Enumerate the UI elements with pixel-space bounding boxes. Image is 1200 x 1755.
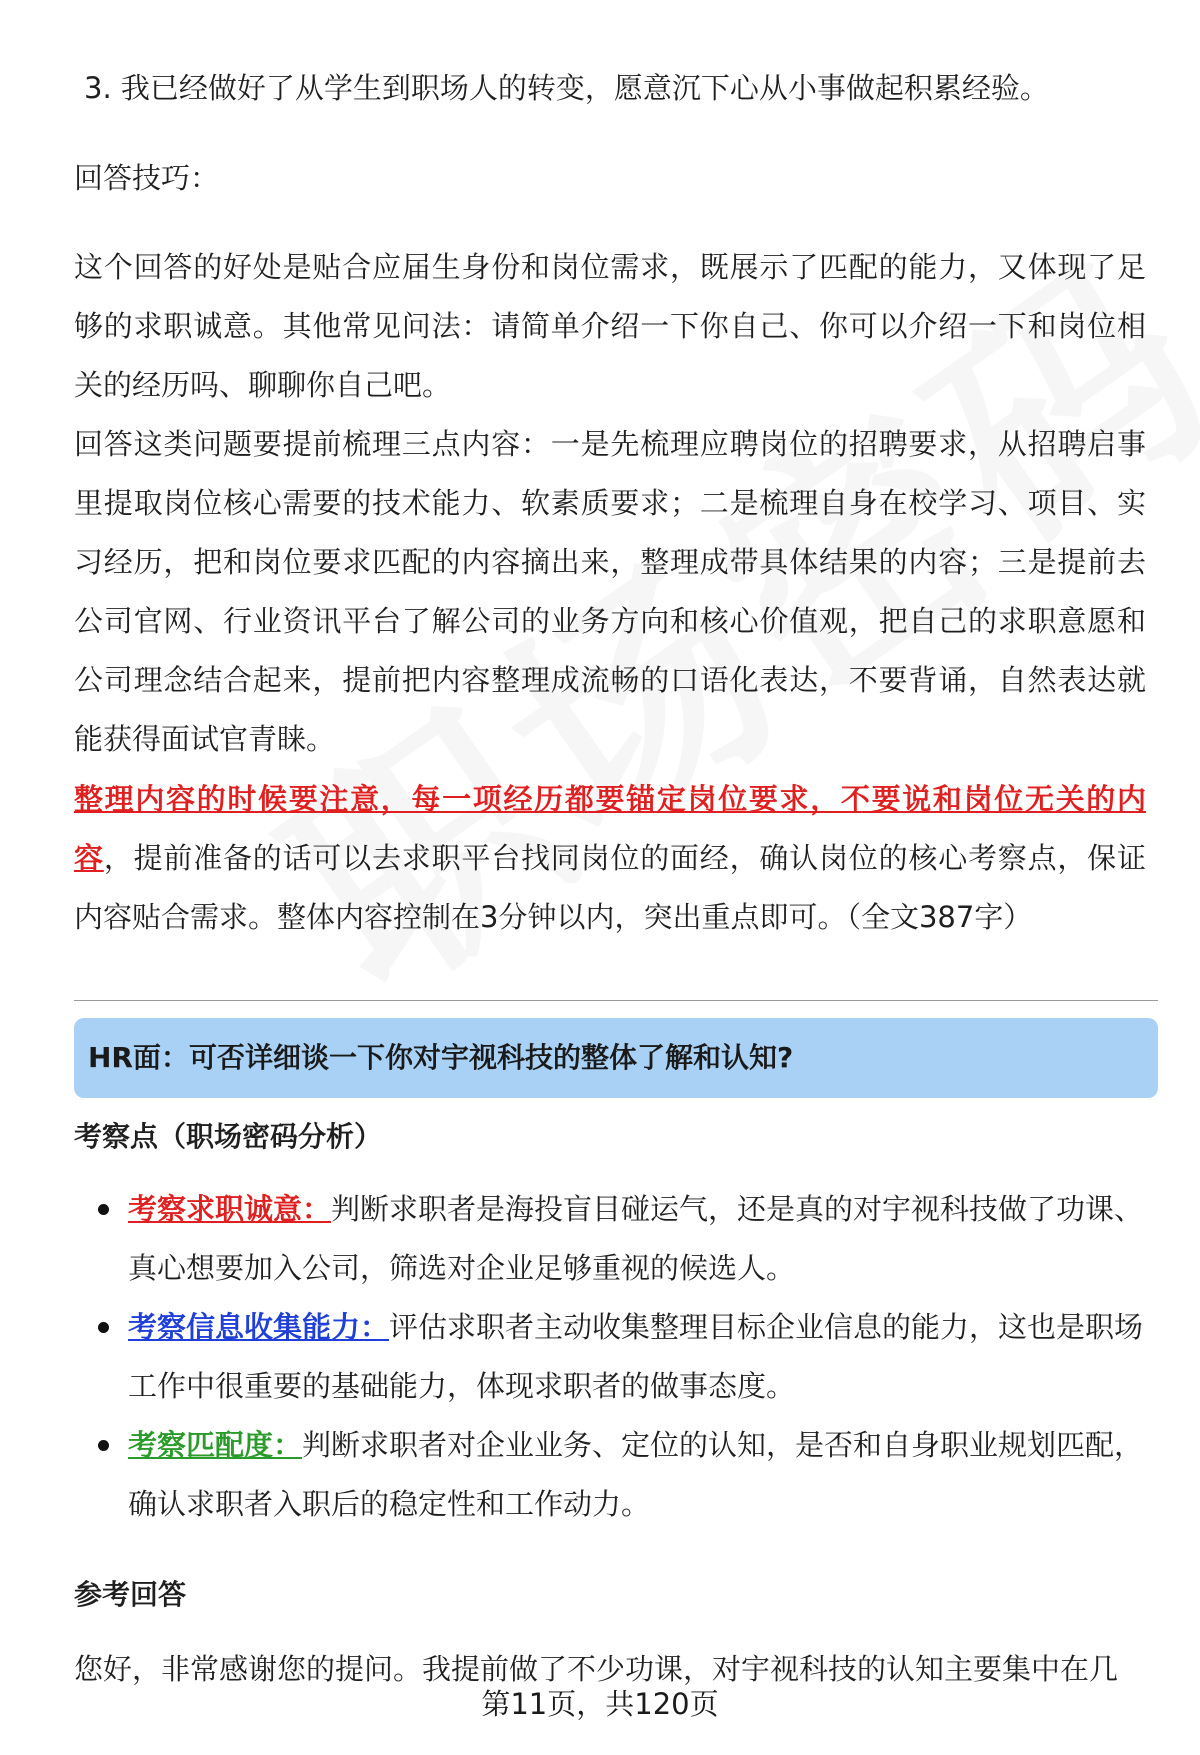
tips-label: 回答技巧： [74, 161, 220, 195]
bullet-keyword: 考察匹配度： [128, 1428, 303, 1462]
bullet-keyword: 考察信息收集能力： [128, 1310, 390, 1344]
bullet-item [74, 1416, 1158, 1534]
hr-question-box: HR面：可否详细谈一下你对宇视科技的整体了解和认知? [74, 1018, 1158, 1098]
bullet-item [74, 1298, 1158, 1416]
bullet-text: 判断求职者对企业业务、定位的认知，是否和自身职业规划匹配，确认求职者入职后的稳定性和工作动力。 [128, 1428, 1144, 1521]
bullet-dot-icon [98, 1322, 109, 1333]
list-item-3: 3. 我已经做好了从学生到职场人的转变，愿意沉下心从小事做起积累经验。 [84, 71, 1049, 105]
section-title-examine: 考察点（职场密码分析） [74, 1120, 383, 1153]
bullet-item [74, 1180, 1158, 1298]
page-footer: 第11页，共120页 [481, 1687, 719, 1721]
paragraph-note [74, 770, 1146, 947]
paragraph-note-rest: ，提前准备的话可以去求职平台找同岗位的面经，确认岗位的核心考察点，保证内容贴合需求。整体内容控制在3分钟以内，突出重点即可。（全文387字） [74, 841, 1146, 934]
bullet-dot-icon [98, 1440, 109, 1451]
section-title-reference: 参考回答 [74, 1578, 187, 1611]
section-divider [74, 1000, 1158, 1001]
highlight-warning: 整理内容的时候要注意，每一项经历都要锚定岗位要求，不要说和岗位无关的内容 [74, 782, 1146, 875]
bullet-text: 评估求职者主动收集整理目标企业信息的能力，这也是职场工作中很重要的基础能力，体现求职者的做事态度。 [128, 1310, 1144, 1403]
paragraph-preparation: 回答这类问题要提前梳理三点内容：一是先梳理应聘岗位的招聘要求，从招聘启事里提取岗位核心需要的技术能力、软素质要求；二是梳理自身在校学习、项目、实习经历，把和岗位要求匹配的内容摘出来，整理成带具体结果的内容；三是提前去公司官网、行业资讯平台了解公司的业务方向和核心价值观，把自己的求职意愿和公司理念结合起来，提前把内容整理成流畅的口语化表达，不要背诵，自然表达就能获得面试官青睐。 [74, 427, 1146, 756]
bullet-dot-icon [98, 1204, 109, 1215]
reference-answer-start: 您好，非常感谢您的提问。我提前做了不少功课，对宇视科技的认知主要集中在几 [74, 1652, 1119, 1686]
paragraph-answer-benefit: 这个回答的好处是贴合应届生身份和岗位需求，既展示了匹配的能力，又体现了足够的求职诚意。其他常见问法：请简单介绍一下你自己、你可以介绍一下和岗位相关的经历吗、聊聊你自己吧。 [74, 250, 1146, 402]
examine-bullet-list [74, 1180, 1158, 1534]
bullet-keyword: 考察求职诚意： [128, 1192, 332, 1226]
bullet-text: 判断求职者是海投盲目碰运气，还是真的对宇视科技做了功课、真心想要加入公司，筛选对企业足够重视的候选人。 [128, 1192, 1144, 1285]
